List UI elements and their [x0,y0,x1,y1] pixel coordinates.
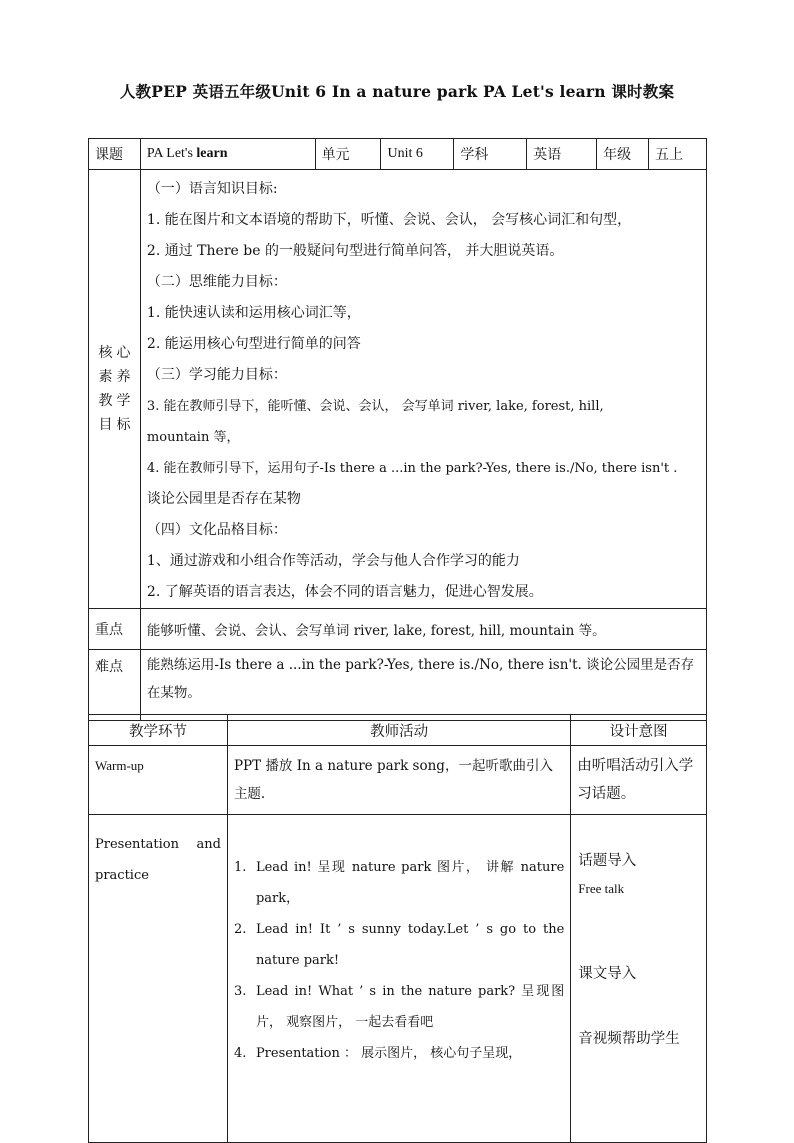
grade-label: 年级 [597,139,649,170]
presentation-teacher [227,815,570,1143]
page-title: 人教PEP 英语五年级Unit 6 In a nature park PA Let's learn 课时教案 [119,82,675,101]
topic-value [140,139,315,170]
objective-line: mountain 等， [146,430,240,445]
stage-header: 教学环节 [89,715,228,746]
teaching-process-table [88,714,707,1143]
topic-value-bold: learn [196,146,228,161]
difficulty-text: 能熟练运用-Is there a ...in the park?-Yes, there is./No, there isn't. 谈论公园里是否存在某物。 [140,650,706,721]
objective-line: 1. 能快速认读和运用核心词汇等， [146,305,361,321]
step-text: Presentation ： 展示图片， 核心句子呈现， [255,1046,522,1061]
step-number: 4. [233,1046,247,1061]
unit-label: 单元 [315,139,381,170]
objective-line: 1、通过游戏和小组合作等活动，学会与他人合作学习的能力 [146,553,520,569]
difficulty-label: 难点 [89,650,141,721]
step-number: 3. [233,984,247,999]
objectives-content [140,170,706,609]
objective-line: 3. 能在教师引导下，能听懂、会说、会认， 会写单词 river, lake, forest, hill, [146,399,604,414]
objective-line: （四）文化品格目标： [146,522,287,538]
step-number: 2. [233,922,247,937]
warmup-teacher: PPT 播放 In a nature park song，一起听歌曲引入主题. [227,746,570,815]
topic-value-prefix: PA Let's [146,146,197,161]
presentation-steps [234,852,564,1069]
presentation-stage-word: and [196,837,221,852]
presentation-row [89,815,707,1143]
unit-value: Unit 6 [381,139,454,170]
presentation-design [571,815,707,1143]
design-item: Free talk [578,881,625,896]
warmup-design: 由听唱活动引入学习话题。 [571,746,707,815]
teacher-header: 教师活动 [227,715,570,746]
presentation-step [234,852,564,914]
design-item: 话题导入 [578,853,637,869]
presentation-step [234,976,564,1038]
objectives-row [89,170,707,609]
warmup-stage: Warm-up [89,746,228,815]
objectives-label-line: 目标 [98,417,135,433]
objective-line: （一）语言知识目标: [146,181,278,197]
warmup-row [89,746,707,815]
objective-line: （二）思维能力目标： [146,274,287,290]
difficulty-row [89,650,707,721]
process-header-row [89,715,707,746]
design-header: 设计意图 [571,715,707,746]
step-text: Lead in! What ’ s in the nature park? 呈现图片， 观察图片， 一起去看看吧 [255,984,565,1030]
objective-line: 2. 能运用核心句型进行简单的问答 [146,336,361,352]
objective-line: （三）学习能力目标： [146,367,287,383]
presentation-stage [89,815,228,1143]
design-item: 课文导入 [578,966,637,982]
presentation-stage-line: practice [95,868,149,883]
step-number: 1. [233,860,247,875]
presentation-step [234,1038,564,1069]
presentation-step [234,914,564,976]
design-item: 音视频帮助学生 [578,1031,680,1047]
lesson-info-table [88,138,707,721]
objective-line: 谈论公园里是否存在某物 [146,491,301,507]
objectives-label-line: 教学 [98,393,135,409]
objective-line: 2. 通过 There be 的一般疑问句型进行简单问答， 并大胆说英语。 [146,243,564,259]
info-row [89,139,707,170]
step-text: Lead in! 呈现 nature park 图片， 讲解 nature park， [255,860,565,906]
subject-label: 学科 [454,139,527,170]
objective-line: 4. 能在教师引导下，运用句子-Is there a ...in the park?-Yes, there is./No, there isn't . [146,461,678,476]
objective-line: 2. 了解英语的语言表达，体会不同的语言魅力，促进心智发展。 [146,584,543,600]
objective-line: 1. 能在图片和文本语境的帮助下，听懂、会说、会认， 会写核心词汇和句型， [146,212,632,228]
presentation-stage-line [95,829,221,860]
key-point-label: 重点 [89,609,141,650]
key-point-text: 能够听懂、会说、会认、会写单词 river, lake, forest, hill, mountain 等。 [140,609,706,650]
grade-value: 五上 [649,139,707,170]
presentation-stage-word: Presentation [95,837,179,852]
key-point-row [89,609,707,650]
subject-value: 英语 [527,139,597,170]
topic-label: 课题 [89,139,141,170]
objectives-label-line: 素养 [98,369,135,385]
objectives-label [89,170,141,609]
step-text: Lead in! It ’ s sunny today.Let ’ s go to the nature park! [255,922,565,968]
objectives-label-line: 核心 [98,345,135,361]
